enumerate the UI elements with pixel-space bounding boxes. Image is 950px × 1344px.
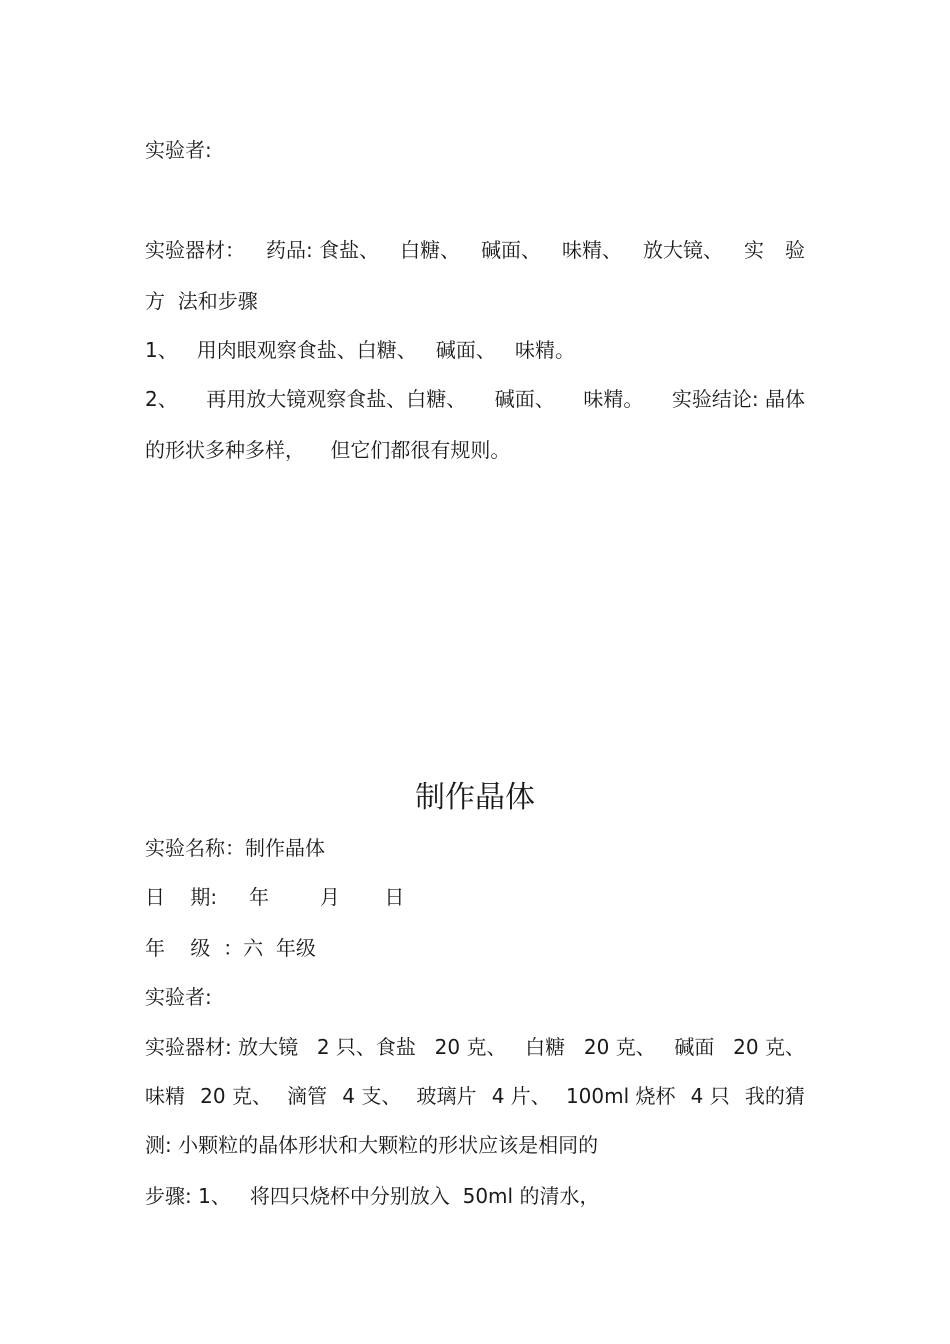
hypothesis-line: 测: 小颗粒的晶体形状和大颗粒的形状应该是相同的: [145, 1133, 599, 1157]
experimenter-label: 实验者:: [145, 138, 212, 162]
experimenter-label-2: 实验者:: [145, 985, 212, 1009]
materials-line-1: [145, 238, 805, 262]
materials-2-segment: 20 克、: [583, 1035, 656, 1059]
materials-2-segment: 2 只、食盐: [316, 1035, 416, 1059]
materials-2-segment: 玻璃片: [416, 1084, 477, 1108]
materials-2-segment: 实验器材: 放大镜: [145, 1035, 299, 1059]
step-2-segment: 碱面、: [494, 387, 555, 411]
materials-2-segment: 4 只: [690, 1084, 730, 1108]
step-2-segment: 味精。: [583, 387, 644, 411]
materials-2-line-2: [145, 1084, 805, 1108]
materials-2-segment: 碱面: [674, 1035, 715, 1059]
grade-line: 年 级 ：六 年级: [145, 936, 316, 960]
step-2-segment: 2、: [145, 387, 178, 411]
materials-2-segment: 4 支、: [342, 1084, 402, 1108]
materials-segment: 碱面、: [481, 238, 542, 262]
step-2-line-2: 的形状多种多样， 但它们都很有规则。: [145, 438, 511, 462]
materials-segment: 白糖、: [400, 238, 461, 262]
procedure-step-1: 步骤: 1、 将四只烧杯中分别放入 50ml 的清水，: [145, 1184, 600, 1208]
step-2-segment: 再用放大镜观察食盐、白糖、: [206, 387, 467, 411]
materials-segment: 药品: 食盐、: [265, 238, 380, 262]
materials-2-segment: 味精: [145, 1084, 185, 1108]
materials-2-line-1: [145, 1035, 805, 1059]
materials-2-segment: 20 克、: [733, 1035, 805, 1059]
materials-segment: 实验器材：: [145, 238, 245, 262]
materials-2-segment: 滴管: [287, 1084, 328, 1108]
materials-2-segment: 我的猜: [744, 1084, 805, 1108]
step-2-segment: 实验结论: 晶体: [671, 387, 805, 411]
materials-2-segment: 4 片、: [491, 1084, 551, 1108]
materials-2-segment: 20 克、: [434, 1035, 507, 1059]
materials-2-segment: 白糖: [525, 1035, 566, 1059]
step-2-line-1: [145, 387, 805, 411]
materials-line-2: 方 法和步骤: [145, 289, 258, 313]
materials-segment: 验: [785, 238, 805, 262]
section-title: 制作晶体: [415, 780, 535, 815]
materials-segment: 味精、: [562, 238, 623, 262]
experiment-name: 实验名称：制作晶体: [145, 836, 325, 860]
materials-2-segment: 20 克、: [200, 1084, 272, 1108]
materials-2-segment: 100ml 烧杯: [565, 1084, 676, 1108]
materials-segment: 实: [744, 238, 765, 262]
step-1: 1、 用肉眼观察食盐、白糖、 碱面、 味精。: [145, 338, 575, 362]
materials-segment: 放大镜、: [643, 238, 724, 262]
date-line: 日 期: 年 月 日: [145, 885, 405, 909]
